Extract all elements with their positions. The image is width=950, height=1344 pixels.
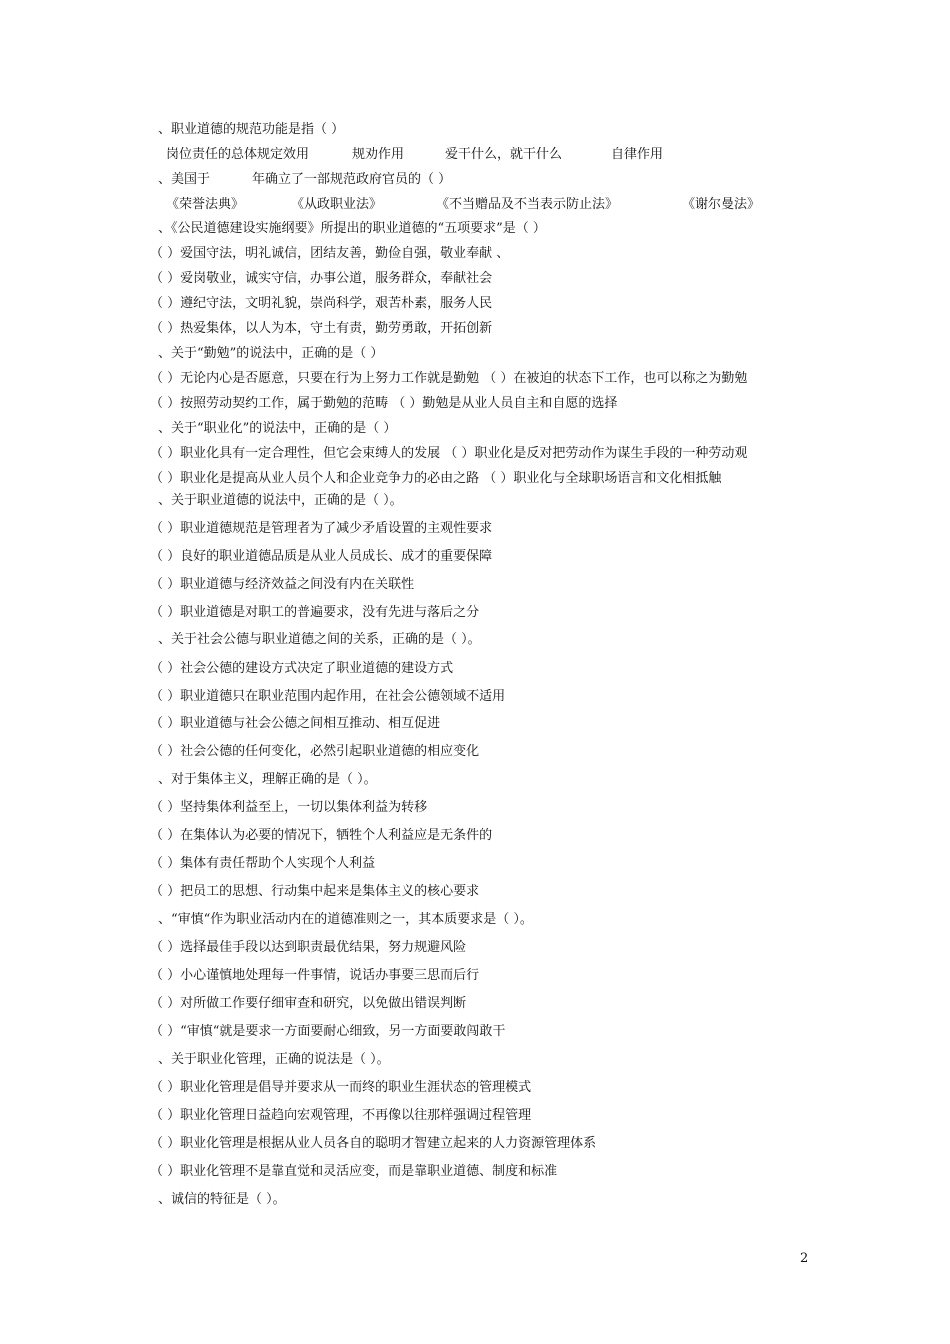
question-stem: 、“审慎“作为职业活动内在的道德准则之一，其本质要求是（ ）。: [158, 912, 533, 927]
question-stem: 、对于集体主义，理解正确的是（ ）。: [158, 772, 377, 787]
text-cell: 、美国于: [158, 172, 211, 187]
answer-option: （ ）职业道德是对职工的普遍要求，没有先进与落后之分: [150, 605, 480, 620]
answer-option: （ ）遵纪守法，文明礼貌，崇尚科学，艰苦朴素，服务人民: [150, 296, 493, 311]
question-stem: 、诚信的特征是（ ）。: [158, 1192, 286, 1207]
answer-option: （ ）良好的职业道德品质是从业人员成长、成才的重要保障: [150, 549, 493, 564]
answer-option: （ ）职业道德只在职业范围内起作用，在社会公德领域不适用: [150, 689, 506, 704]
text-cell: 岗位责任的总体规定效用: [166, 147, 310, 162]
answer-option: （ ）职业化管理日益趋向宏观管理，不再像以往那样强调过程管理: [150, 1108, 532, 1123]
answer-option: （ ）职业道德规范是管理者为了减少矛盾设置的主观性要求: [150, 521, 493, 536]
answer-option: （ ）对所做工作要仔细审查和研究，以免做出错误判断: [150, 996, 467, 1011]
answer-option: （ ）职业化具有一定合理性，但它会束缚人的发展 （ ）职业化是反对把劳动作为谋生手段的一种劳动观: [150, 446, 748, 461]
question-stem: 、关于“勤勉”的说法中，正确的是（ ）: [158, 346, 384, 361]
answer-option: （ ）坚持集体利益至上，一切以集体利益为转移: [150, 800, 428, 815]
answer-option: （ ）按照劳动契约工作，属于勤勉的范畴 （ ）勤勉是从业人员自主和自愿的选择: [150, 396, 618, 411]
text-cell: 《荣誉法典》: [166, 197, 245, 212]
answer-option: （ ）热爱集体，以人为本，守土有责，勤劳勇敢，开拓创新: [150, 321, 493, 336]
text-cell: 规劝作用: [352, 147, 405, 162]
question-stem: 、职业道德的规范功能是指（ ）: [158, 122, 345, 137]
question-stem: 、关于职业道德的说法中，正确的是（ ）。: [158, 493, 403, 508]
question-stem: 、《公民道德建设实施纲要》所提出的职业道德的“五项要求”是（ ）: [158, 221, 546, 236]
answer-option: （ ）爱岗敬业，诚实守信，办事公道，服务群众，奉献社会: [150, 271, 493, 286]
question-stem: 、关于“职业化”的说法中，正确的是（ ）: [158, 421, 397, 436]
answer-option: （ ）职业化管理不是靠直觉和灵活应变，而是靠职业道德、制度和标准: [150, 1164, 558, 1179]
answer-option: （ ）职业化管理是根据从业人员各自的聪明才智建立起来的人力资源管理体系: [150, 1136, 597, 1151]
answer-option: （ ）职业化是提高从业人员个人和企业竞争力的必由之路 （ ）职业化与全球职场语言和文化相抵触: [150, 471, 722, 486]
text-cell: 爱干什么，就干什么: [445, 147, 563, 162]
text-cell: 年确立了一部规范政府官员的（ ）: [252, 172, 452, 187]
answer-option: （ ）职业道德与经济效益之间没有内在关联性: [150, 577, 415, 592]
answer-option: （ ）小心谨慎地处理每一件事情，说话办事要三思而后行: [150, 968, 480, 983]
answer-option: （ ）“审慎“就是要求一方面要耐心细致，另一方面要敢闯敢干: [150, 1024, 506, 1039]
page-number: 2: [800, 1251, 809, 1266]
answer-option: （ ）把员工的思想、行动集中起来是集体主义的核心要求: [150, 884, 480, 899]
answer-option: （ ）社会公德的建设方式决定了职业道德的建设方式: [150, 661, 454, 676]
question-stem: 、关于社会公德与职业道德之间的关系，正确的是（ ）。: [158, 632, 481, 647]
answer-option: （ ）在集体认为必要的情况下，牺牲个人利益应是无条件的: [150, 828, 493, 843]
question-stem: 、关于职业化管理，正确的说法是（ ）。: [158, 1052, 390, 1067]
text-cell: 《谢尔曼法》: [682, 197, 761, 212]
answer-option: （ ）无论内心是否愿意，只要在行为上努力工作就是勤勉 （ ）在被迫的状态下工作，也可以称之为勤勉: [150, 371, 748, 386]
text-cell: 《从政职业法》: [291, 197, 383, 212]
answer-option: （ ）集体有责任帮助个人实现个人利益: [150, 856, 376, 871]
answer-option: （ ）选择最佳手段以达到职责最优结果，努力规避风险: [150, 940, 467, 955]
answer-option: （ ）爱国守法，明礼诚信，团结友善，勤俭自强，敬业奉献 、: [150, 246, 510, 261]
text-cell: 《不当赠品及不当表示防止法》: [436, 197, 619, 212]
answer-option: （ ）社会公德的任何变化，必然引起职业道德的相应变化: [150, 744, 480, 759]
answer-option: （ ）职业道德与社会公德之间相互推动、相互促进: [150, 716, 441, 731]
answer-option: （ ）职业化管理是倡导并要求从一而终的职业生涯状态的管理模式: [150, 1080, 532, 1095]
text-cell: 自律作用: [611, 147, 664, 162]
